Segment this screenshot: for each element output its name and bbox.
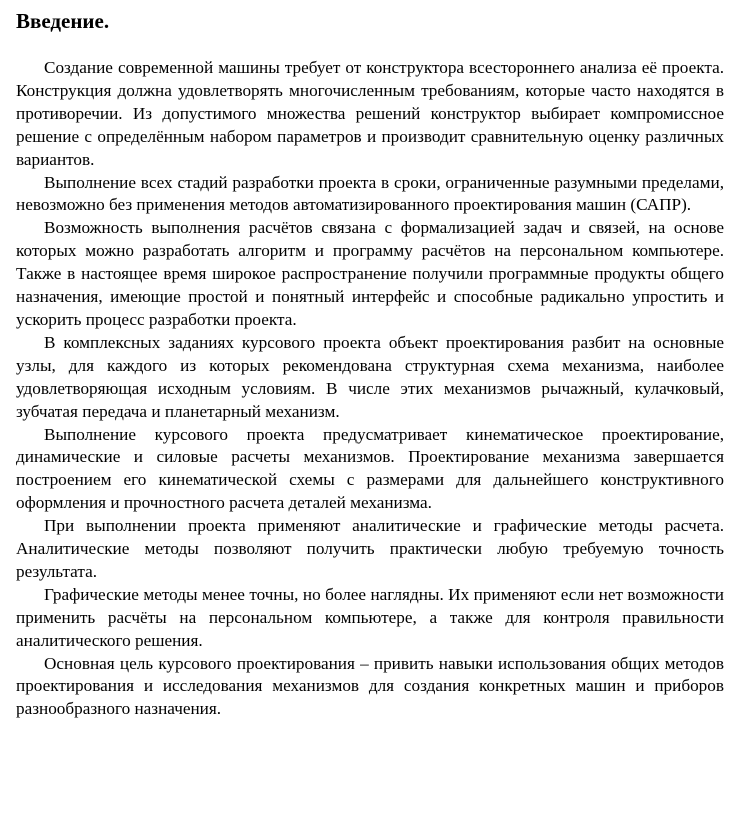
document-page — [16, 0, 724, 721]
paragraph-analytic-methods: При выполнении проекта применяют аналитические и графические методы расчета. Аналитические методы позволяют получить практически любую требуемую точность результата. — [16, 516, 724, 581]
paragraph-project-scope: Выполнение курсового проекта предусматривает кинематическое проектирование, динамические и силовые расчеты механизмов. Проектирование механизма завершается построением его кинематической схемы с размерами для дальнейшего конструктивного оформления и прочностного расчета деталей механизма. — [16, 424, 724, 513]
page-title: Введение. — [16, 9, 110, 33]
paragraph-graphic-methods: Графические методы менее точны, но более наглядны. Их применяют если нет возможности применить расчёты на персональном компьютере, а также для контроля правильности аналитического решения. — [16, 584, 724, 650]
paragraph-assignments: В комплексных заданиях курсового проекта объект проектирования разбит на основные узлы, для каждого из которых рекомендована структурная схема механизма, наиболее удовлетворяющая исходным условиям. В числе этих механизмов рычажный, кулачковый, зубчатая передача и планетарный механизм. — [16, 332, 724, 421]
paragraph-goal: Основная цель курсового проектирования – привить навыки использования общих методов проектирования и исследования механизмов для создания конкретных машин и приборов разнообразного назначения. — [16, 653, 724, 719]
paragraph-calculations: Возможность выполнения расчётов связана с формализацией задач и связей, на основе которых можно разработать алгоритм и программу расчётов на персональном компьютере. Также в настоящее время широкое распространение получили программные продукты общего назначения, имеющие простой и понятный интерфейс и способные радикально упростить и ускорить процесс разработки проекта. — [16, 218, 724, 329]
document-body — [16, 57, 724, 721]
paragraph-intro: Создание современной машины требует от конструктора всестороннего анализа её проекта. Конструкция должна удовлетворять многочисленным требованиям, которые часто находятся в противоречии. Из допустимого множества решений конструктор выбирает компромиссное решение с определённым набором параметров и производит сравнительную оценку различных вариантов. — [16, 58, 724, 169]
paragraph-cad: Выполнение всех стадий разработки проекта в сроки, ограниченные разумными пределами, невозможно без применения методов автоматизированного проектирования машин (САПР). — [16, 172, 724, 215]
